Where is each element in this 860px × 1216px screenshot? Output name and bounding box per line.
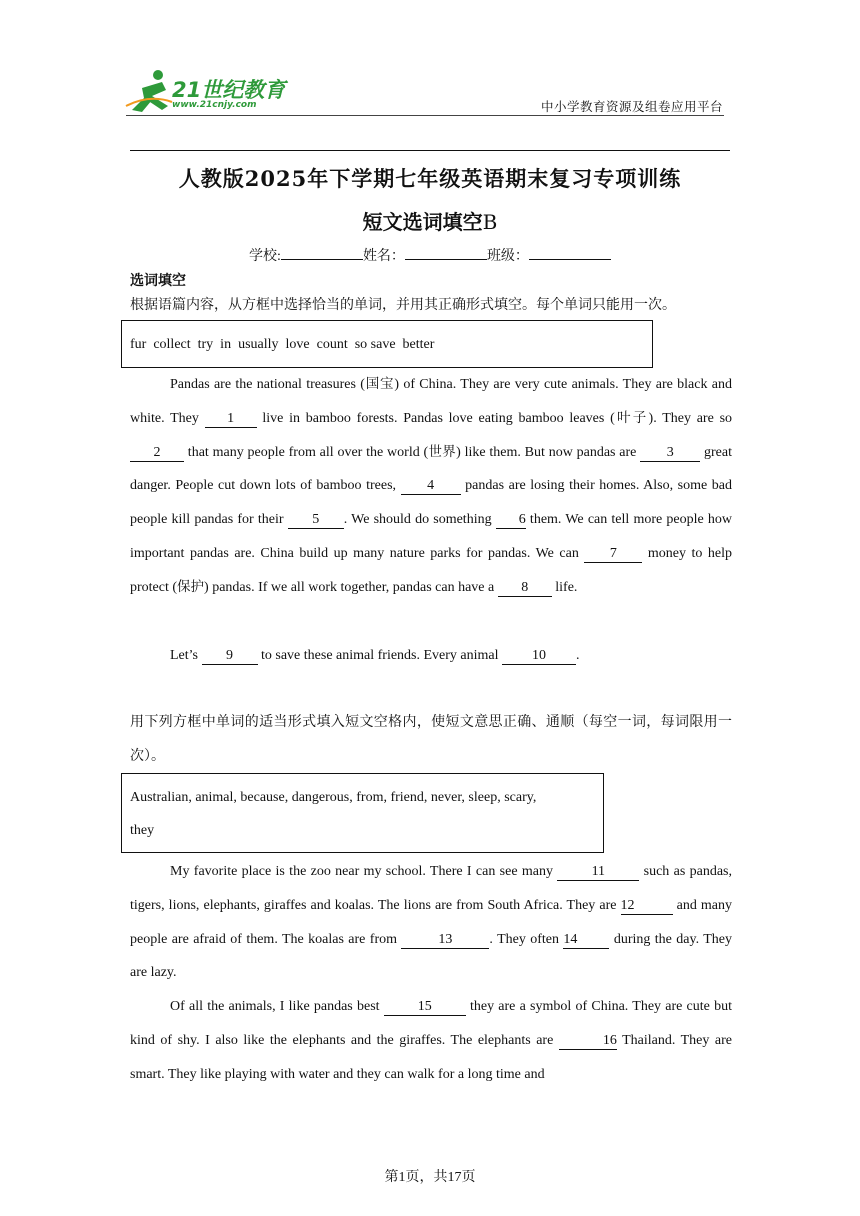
blank-9[interactable]: 9 [202, 648, 258, 665]
school-blank[interactable] [281, 247, 363, 260]
p1-text: life. [551, 579, 578, 595]
p1-cn: 国宝 [364, 376, 395, 392]
p1-text: pandas are losing their homes. Also, some bad people kill pandas for their [130, 478, 732, 528]
blank-12[interactable]: 12 [621, 898, 673, 915]
p1-text: money to help protect ( [130, 545, 732, 595]
p4-text: Thailand. They are smart. They like playing with water and they can walk for a long time and [130, 1032, 733, 1082]
p2-text: to save these animal friends. Every animal [257, 648, 503, 663]
p1-cn: 世界 [428, 443, 457, 460]
p4-text: they are a symbol of China. They are cute but kind of shy. I also like the elephants and the giraffes. The elephants are [130, 999, 732, 1048]
blank-8[interactable]: 8 [498, 580, 552, 597]
p3-text: My favorite place is the zoo near my school. There I can see many [170, 864, 558, 879]
p1-text: ). They are so [648, 410, 733, 426]
word-box-2-line1: Australian, animal, because, dangerous, from, friend, never, sleep, scary, [130, 790, 537, 805]
p1-cn: 叶子 [614, 409, 649, 426]
passage-3 [130, 990, 732, 1091]
title-divider [130, 150, 730, 151]
p1-text: live in bamboo forests. Pandas love eating bamboo leaves ( [256, 410, 615, 426]
name-label: 姓名： [362, 249, 405, 264]
blank-11[interactable]: 11 [557, 864, 639, 881]
blank-13[interactable]: 13 [401, 932, 489, 949]
p1-text: ) of China. They are very cute animals. They are black and white. They [130, 377, 733, 426]
page-title: 人教版2025年下学期七年级英语期末复习专项训练 [178, 166, 682, 191]
blank-15[interactable]: 15 [384, 999, 466, 1016]
student-info [130, 245, 730, 265]
logo [122, 66, 292, 120]
name-blank[interactable] [405, 247, 487, 260]
section2-instruction: 用下列方框中单词的适当形式填入短文空格内，使短文意思正确、通顺（每空一词，每词限用一次）。 [130, 714, 732, 764]
passage-2 [130, 855, 732, 990]
header-divider [126, 115, 724, 116]
p3-text: during the day. They are lazy. [130, 931, 733, 981]
p1-text: them. We can tell more people how important pandas are. China build up many nature parks for pandas. We can [130, 512, 732, 561]
logo-url: www.21cnjy.com [172, 100, 257, 110]
p3-text: . They often [489, 931, 564, 947]
blank-1[interactable]: 1 [205, 411, 257, 428]
subtitle-suffix: B [482, 210, 498, 234]
platform-name: 中小学教育资源及组卷应用平台 [540, 100, 723, 114]
page-footer: 第1页，共17页 [384, 1170, 476, 1185]
word-box-2-line2: they [130, 823, 155, 838]
p1-text: ) pandas. If we all work together, pandas can have a [204, 579, 498, 595]
p1-text: Pandas are the national treasures ( [170, 377, 365, 392]
section1-instruction: 根据语篇内容，从方框中选择恰当的单词，并用其正确形式填空。每个单词只能用一次。 [130, 297, 676, 313]
p1-text: that many people from all over the world ( [184, 444, 429, 460]
p4-text: Of all the animals, I like pandas best [170, 999, 384, 1014]
blank-4[interactable]: 4 [401, 478, 461, 495]
word-box-1 [121, 320, 653, 368]
logo-title: 21世纪教育 [172, 78, 286, 102]
word-box-1-words: fur collect try in usually love count so save better [130, 337, 435, 352]
blank-16[interactable]: 16 [559, 1033, 617, 1050]
subtitle-main: 短文选词填空 [362, 210, 483, 234]
p3-text: and many people are afraid of them. The koalas are from [130, 897, 732, 947]
passage-1 [130, 368, 732, 605]
blank-2[interactable]: 2 [130, 445, 184, 462]
passage-1-end [130, 639, 732, 673]
blank-10[interactable]: 10 [502, 648, 576, 665]
p2-text: Let’s [170, 648, 202, 663]
p3-text: such as pandas, tigers, lions, elephants, giraffes and koalas. The lions are from South Africa. They are [130, 864, 733, 913]
class-blank[interactable] [529, 247, 611, 260]
p1-text: great danger. People cut down lots of bamboo trees, [130, 444, 733, 494]
school-label: 学校: [249, 249, 281, 264]
blank-6[interactable]: 6 [496, 512, 526, 529]
p1-text: . We should do something [343, 512, 496, 528]
class-label: 班级： [486, 249, 529, 264]
blank-3[interactable]: 3 [640, 445, 700, 462]
page-subtitle [130, 206, 730, 235]
word-box-2 [121, 773, 604, 853]
section1-heading: 选词填空 [130, 273, 186, 289]
p1-cn: 保护 [177, 578, 205, 595]
p2-text: . [576, 648, 580, 663]
blank-14[interactable]: 14 [563, 932, 609, 949]
blank-7[interactable]: 7 [584, 546, 642, 563]
blank-5[interactable]: 5 [288, 512, 344, 529]
p1-text: ) like them. But now pandas are [456, 444, 641, 460]
